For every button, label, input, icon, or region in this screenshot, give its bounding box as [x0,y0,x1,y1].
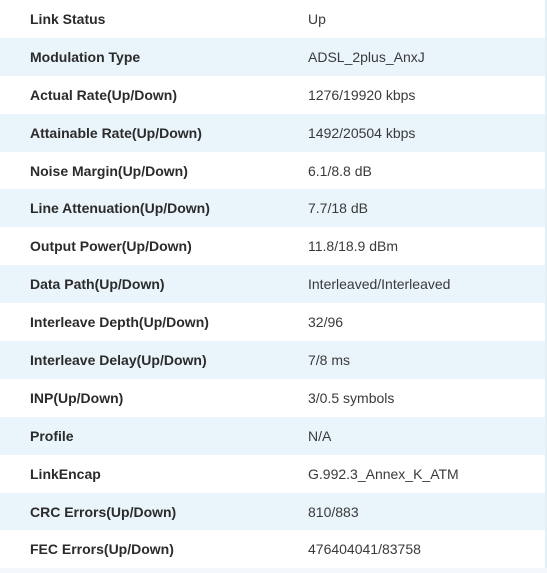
row-label: Actual Rate(Up/Down) [30,86,177,103]
row-label: Interleave Depth(Up/Down) [30,314,209,331]
row-value: 1276/19920 kbps [308,86,416,103]
row-value: 476404041/83758 [308,541,421,558]
row-value: G.992.3_Annex_K_ATM [308,465,459,482]
row-value: 6.1/8.8 dB [308,162,372,179]
row-value: 7/8 ms [308,351,351,368]
row-value: 3/0.5 symbols [308,389,395,406]
table-row-crc-errors [0,493,545,531]
table-row-attainable-rate [0,114,545,152]
row-label: LinkEncap [30,465,101,482]
table-row-data-path [0,265,545,303]
row-label: FEC Errors(Up/Down) [30,541,174,558]
row-label: Profile [30,427,74,444]
row-value: 32/96 [308,314,344,331]
table-row-link-status [0,0,545,38]
table-row-fec-errors [0,530,545,568]
table-row-profile [0,417,545,455]
table-row-inp [0,379,545,417]
row-label: Data Path(Up/Down) [30,276,165,293]
panel-bottom-edge [0,568,547,573]
row-label: Link Status [30,10,106,27]
table-row-interleave-depth [0,303,545,341]
row-label: Attainable Rate(Up/Down) [30,124,202,141]
table-row-line-attenuation [0,189,545,227]
row-label: CRC Errors(Up/Down) [30,503,177,520]
table-row-link-encap [0,455,545,493]
table-row-output-power [0,227,545,265]
table-row-modulation-type [0,38,545,76]
table-row-noise-margin [0,152,545,190]
row-value: 7.7/18 dB [308,200,368,217]
table-row-interleave-delay [0,341,545,379]
row-value: 11.8/18.9 dBm [308,238,399,255]
row-label: Modulation Type [30,48,141,65]
row-label: INP(Up/Down) [30,389,124,406]
row-value: Interleaved/Interleaved [308,276,451,293]
row-value: N/A [308,427,332,444]
row-label: Noise Margin(Up/Down) [30,162,188,179]
row-label: Line Attenuation(Up/Down) [30,200,210,217]
table-row-actual-rate [0,76,545,114]
row-label: Interleave Delay(Up/Down) [30,351,207,368]
row-label: Output Power(Up/Down) [30,238,192,255]
row-value: ADSL_2plus_AnxJ [308,48,425,65]
row-value: Up [308,10,326,27]
row-value: 810/883 [308,503,359,520]
row-value: 1492/20504 kbps [308,124,416,141]
